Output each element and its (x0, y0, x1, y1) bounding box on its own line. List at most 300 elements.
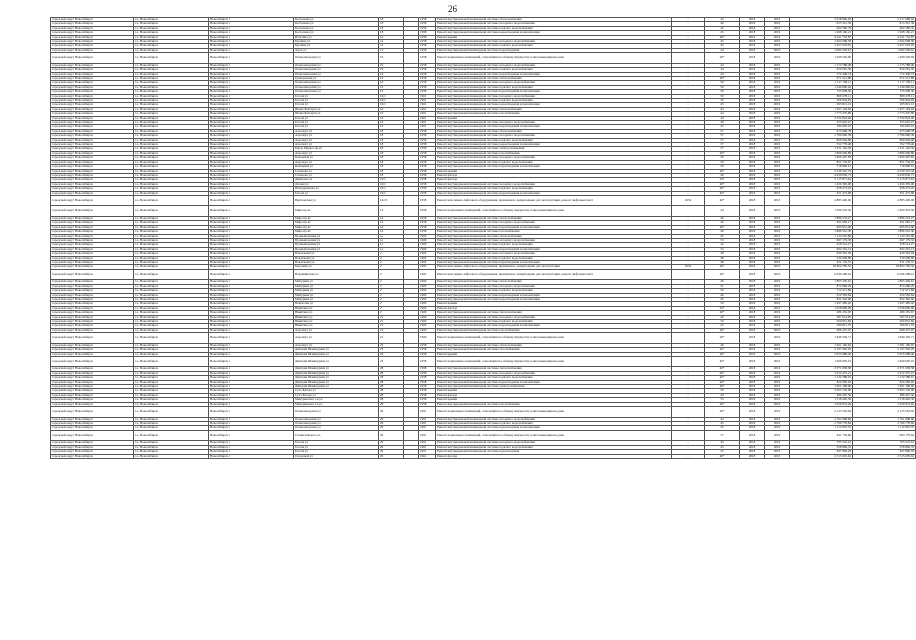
cell-cost: 1 062 698,58 (790, 40, 853, 44)
cell-set: г.о. Новосибирск (134, 247, 209, 251)
cell-from: 2018 (740, 328, 765, 332)
cell-city: Новосибирск г (209, 31, 294, 35)
cell-work: Ремонт внутридомовой инженерной системы газоснабжения (436, 402, 672, 406)
cell-set: г.о. Новосибирск (134, 22, 209, 26)
cell-cost: 1 297 485,42 (790, 302, 853, 306)
cell-city: Новосибирск г (209, 35, 294, 39)
cell-house: 23 (379, 356, 404, 367)
cell-work: Ремонт внутридомовой инженерной системы теплоснабжения (436, 107, 672, 111)
cell-mun: городской округ Новосибирск (51, 302, 134, 306)
cell-to: 2019 (765, 367, 790, 371)
cell-dash: - (672, 26, 705, 30)
cell-city: Новосибирск г (209, 206, 294, 217)
cell-set: г.о. Новосибирск (134, 348, 209, 352)
cell-house: 2 (379, 302, 404, 306)
cell-work: Ремонт внутридомовой инженерной системы водоотведения и канализации (436, 31, 672, 35)
cell-mun: городской округ Новосибирск (51, 81, 134, 85)
cell-work: Ремонт внутридомовой инженерной системы холодного водоснабжения (436, 63, 672, 67)
cell-house: 2 (379, 311, 404, 315)
cell-city: Новосибирск г (209, 280, 294, 284)
cell-cost: 662 580,76 (790, 26, 853, 30)
cell-from: 2018 (740, 385, 765, 389)
cell-from: 2018 (740, 302, 765, 306)
cell-mun: городской округ Новосибирск (51, 68, 134, 72)
cell-to: 2019 (765, 151, 790, 155)
cell-dash: - (672, 356, 705, 367)
cell-work: Ремонт или замена лифтового оборудования, признанного непригодным для эксплуатации, ремонт лифтовых шахт (436, 195, 672, 206)
cell-to: 2019 (765, 348, 790, 352)
cell-mun: городской округ Новосибирск (51, 18, 134, 22)
cell-to: 2019 (765, 22, 790, 26)
cell-year: 1960 (419, 315, 436, 319)
cell-city: Новосибирск г (209, 138, 294, 142)
cell-to: 2019 (765, 165, 790, 169)
cell-work: Ремонт внутридомовой инженерной системы горячего водоснабжения (436, 256, 672, 260)
cell-year: 1962 (419, 252, 436, 256)
cell-dash: - (672, 284, 705, 288)
cell-from: 2018 (740, 230, 765, 234)
cell-set: г.о. Новосибирск (134, 385, 209, 389)
cell-year: 1961 (419, 441, 436, 445)
cell-year: 1958 (419, 160, 436, 164)
cell-total: 18 864 785,56 (853, 265, 916, 269)
cell-set: г.о. Новосибирск (134, 417, 209, 421)
cell-street: Мичурина ул (294, 284, 379, 288)
cell-from: 2018 (740, 53, 765, 64)
cell-cost: 1 456 395,00 (790, 182, 853, 186)
cell-cost: 725 009,36 (790, 90, 853, 94)
cell-mun: городской округ Новосибирск (51, 40, 134, 44)
cell-to: 2019 (765, 247, 790, 251)
cell-dash: - (672, 389, 705, 393)
cell-set: г.о. Новосибирск (134, 265, 209, 269)
cell-dash: - (672, 173, 705, 177)
cell-from: 2018 (740, 206, 765, 217)
cell-total: 1 865 436,61 (853, 280, 916, 284)
cell-year: 1960 (419, 324, 436, 328)
cell-dash: - (672, 116, 705, 120)
cell-set: г.о. Новосибирск (134, 160, 209, 164)
cell-house: 14/13 (379, 195, 404, 206)
cell-cost: 184 695,16 (790, 125, 853, 129)
cell-dash: - (672, 261, 705, 265)
cell-len: 57 (705, 143, 740, 147)
cell-set: г.о. Новосибирск (134, 63, 209, 67)
cell-cost: 4 885 400,00 (790, 195, 853, 206)
cell-cost: 506 944,65 (790, 99, 853, 103)
cell-mun: городской округ Новосибирск (51, 328, 134, 332)
cell-total: 809 994,68 (853, 138, 916, 142)
cell-to: 2019 (765, 173, 790, 177)
cell-mun: городской округ Новосибирск (51, 103, 134, 107)
cell-house: 18 (379, 147, 404, 151)
cell-dash: - (672, 112, 705, 116)
cell-mun: городской округ Новосибирск (51, 221, 134, 225)
cell-house: 29 (379, 407, 404, 418)
cell-work: Ремонт внутридомовой инженерной системы горячего водоснабжения (436, 138, 672, 142)
cell-house: 2 (379, 289, 404, 293)
cell-set: г.о. Новосибирск (134, 165, 209, 169)
cell-house: 19/1 (379, 191, 404, 195)
cell-mun: городской округ Новосибирск (51, 143, 134, 147)
cell-total: 1 297 485,42 (853, 302, 916, 306)
cell-len: 50 (705, 165, 740, 169)
cell-street: Городской ул (294, 454, 379, 458)
cell-mun: городской округ Новосибирск (51, 138, 134, 142)
cell-mun: городской округ Новосибирск (51, 160, 134, 164)
cell-work: Ремонт внутридомовой инженерной системы теплоснабжения (436, 18, 672, 22)
cell-city: Новосибирск г (209, 324, 294, 328)
cell-city: Новосибирск г (209, 319, 294, 323)
cell-from: 2018 (740, 94, 765, 98)
cell-mun: городской округ Новосибирск (51, 63, 134, 67)
cell-mun: городской округ Новосибирск (51, 421, 134, 425)
cell-to: 2019 (765, 221, 790, 225)
cell-street: Шоша Бахтауов ул (294, 107, 379, 111)
cell-total: 2 239 525,76 (853, 169, 916, 173)
cell-street: Королёва ул (294, 265, 379, 269)
cell-year: 1958 (419, 187, 436, 191)
cell-street: Вокзальная ул (294, 256, 379, 260)
cell-dash: - (672, 328, 705, 332)
cell-year: 1961 (419, 426, 436, 430)
cell-mun: городской округ Новосибирск (51, 48, 134, 52)
cell-len: 50 (705, 156, 740, 160)
cell-house: 18 (379, 151, 404, 155)
cell-dash: - (672, 40, 705, 44)
cell-street: Мичуринская 1-я ул (294, 402, 379, 406)
cell-set: г.о. Новосибирск (134, 40, 209, 44)
cell-street: Гражданская ул (294, 76, 379, 80)
cell-set: г.о. Новосибирск (134, 225, 209, 229)
cell-len: 48 (705, 256, 740, 260)
cell-total: 852 362,60 (853, 297, 916, 301)
cell-total: 1 849 336,71 (853, 333, 916, 344)
cell-cost: 705 523,61 (790, 441, 853, 445)
cell-year: 1961 (419, 125, 436, 129)
cell-work: Ремонт внутридомовой инженерной системы водоотведения и канализации (436, 125, 672, 129)
cell-city: Новосибирск г (209, 225, 294, 229)
cell-city: Новосибирск г (209, 160, 294, 164)
cell-street: Гоголя ул (294, 191, 379, 195)
cell-to: 2019 (765, 81, 790, 85)
cell-work: Ремонт внутридомовой инженерной системы холодного водоснабжения (436, 40, 672, 44)
cell-set: г.о. Новосибирск (134, 302, 209, 306)
cell-work: Ремонт внутридомовой инженерной системы холодного водоснабжения (436, 221, 672, 225)
cell-to: 2019 (765, 53, 790, 64)
cell-mun: городской округ Новосибирск (51, 31, 134, 35)
cell-lit (404, 356, 419, 367)
cell-house: 14 (379, 40, 404, 44)
cell-work: Ремонт внутридомовой инженерной системы теплоснабжения (436, 76, 672, 80)
cell-house: 29 (379, 454, 404, 458)
cell-len: 40* (705, 311, 740, 315)
cell-dash: - (672, 306, 705, 310)
cell-year: 1958 (419, 216, 436, 220)
cell-set: г.о. Новосибирск (134, 311, 209, 315)
cell-house: 28 (379, 389, 404, 393)
cell-city: Новосибирск г (209, 306, 294, 310)
cell-street: Аэропорт ул (294, 134, 379, 138)
cell-len: 45 (705, 44, 740, 48)
cell-dash: - (672, 165, 705, 169)
cell-work: Ремонт внутридомовой инженерной системы холодного водоснабжения (436, 252, 672, 256)
cell-mun: городской округ Новосибирск (51, 195, 134, 206)
cell-city: Новосибирск г (209, 72, 294, 76)
cell-total: 1 112 825,76 (853, 426, 916, 430)
cell-work: Ремонт внутридомовой инженерной системы водоотведения (436, 48, 672, 52)
cell-city: Новосибирск г (209, 454, 294, 458)
cell-year: 1960 (419, 234, 436, 238)
cell-year: 1961 (419, 450, 436, 454)
cell-year: 1961 (419, 94, 436, 98)
cell-mun: городской округ Новосибирск (51, 407, 134, 418)
cell-year: 1960 (419, 247, 436, 251)
cell-len: 50 (705, 94, 740, 98)
cell-house: 28 (379, 367, 404, 371)
cell-len: 44 (705, 206, 740, 217)
cell-to: 2019 (765, 280, 790, 284)
cell-dash: - (672, 48, 705, 52)
cell-cost: 718 990,61 (790, 165, 853, 169)
cell-city: Новосибирск г (209, 169, 294, 173)
cell-work: Ремонт внутридомовой инженерной системы водоотведения и канализации (436, 225, 672, 229)
cell-house: 21 (379, 328, 404, 332)
cell-city: Новосибирск г (209, 40, 294, 44)
cell-len: 50 (705, 85, 740, 89)
cell-house: 2 (379, 261, 404, 265)
cell-from: 2018 (740, 371, 765, 375)
cell-set: г.о. Новосибирск (134, 293, 209, 297)
cell-total: 5 417 688,02 (853, 18, 916, 22)
cell-dash: - (672, 191, 705, 195)
cell-mun: городской округ Новосибирск (51, 426, 134, 430)
cell-to: 2019 (765, 134, 790, 138)
cell-len: 40* (705, 53, 740, 64)
cell-set: г.о. Новосибирск (134, 261, 209, 265)
cell-work: Ремонт внутридомовой инженерной системы теплоснабжения (436, 311, 672, 315)
cell-set: г.о. Новосибирск (134, 138, 209, 142)
cell-street: Костычева ул (294, 22, 379, 26)
cell-house: 16 (379, 85, 404, 89)
cell-work: Ремонт внутридомовой инженерной системы водоотведения (436, 450, 672, 454)
cell-from: 2018 (740, 103, 765, 107)
cell-total: 1 518 402,39 (853, 398, 916, 402)
cell-dash: - (672, 216, 705, 220)
cell-total: 658 273,45 (853, 187, 916, 191)
cell-len: 42 (705, 417, 740, 421)
cell-mun: городской округ Новосибирск (51, 85, 134, 89)
cell-work: Ремонт фасада (436, 393, 672, 397)
cell-cost: 587 014,95 (790, 315, 853, 319)
cell-to: 2019 (765, 252, 790, 256)
cell-street: Дмитрия Шамшурина ул (294, 371, 379, 375)
cell-dash: - (672, 371, 705, 375)
cell-dash: - (672, 319, 705, 323)
cell-len: 42 (705, 243, 740, 247)
cell-mun: городской округ Новосибирск (51, 293, 134, 297)
cell-set: г.о. Новосибирск (134, 195, 209, 206)
cell-to: 2019 (765, 371, 790, 375)
cell-city: Новосибирск г (209, 261, 294, 265)
cell-city: Новосибирск г (209, 156, 294, 160)
cell-from: 2018 (740, 289, 765, 293)
cell-work: Ремонт внутридомовой инженерной системы водоотведения и канализации (436, 426, 672, 430)
cell-set: г.о. Новосибирск (134, 76, 209, 80)
cell-street: Дмитрия Шамшурина ул (294, 356, 379, 367)
cell-from: 2019 (740, 352, 765, 356)
table-row (51, 333, 916, 344)
cell-len: 45 (705, 445, 740, 449)
cell-street: Сеченова ул (294, 169, 379, 173)
cell-from: 2018 (740, 450, 765, 454)
cell-cost: 697 179,33 (790, 238, 853, 242)
cell-len: 40* (705, 151, 740, 155)
cell-cost: 4 241 752,87 (790, 35, 853, 39)
cell-to: 2019 (765, 311, 790, 315)
cell-house: 16 (379, 121, 404, 125)
cell-cost: 1 886 233,27 (790, 216, 853, 220)
cell-mun: городской округ Новосибирск (51, 22, 134, 26)
cell-work: Ремонт подвальных помещений, относящихся к общему имуществу в многоквартирном доме (436, 333, 672, 344)
cell-set: г.о. Новосибирск (134, 398, 209, 402)
cell-city: Новосибирск г (209, 44, 294, 48)
cell-len: 53 (705, 247, 740, 251)
cell-year: 1961 (419, 99, 436, 103)
cell-mun: городской округ Новосибирск (51, 99, 134, 103)
cell-from: 2018 (740, 76, 765, 80)
cell-total: 1 659 974,04 (853, 402, 916, 406)
cell-street: Костычева ул (294, 18, 379, 22)
cell-total: 1 207 194,94 (853, 107, 916, 111)
cell-cost: 5 115 871,64 (790, 178, 853, 182)
cell-total: 2 571 658,58 (853, 367, 916, 371)
cell-work: Ремонт подвальных помещений, относящихся к общему имуществу в многоквартирном доме (436, 356, 672, 367)
cell-lit (404, 206, 419, 217)
cell-city: Новосибирск г (209, 238, 294, 242)
cell-from: 2018 (740, 134, 765, 138)
cell-work: Ремонт внутридомовой инженерной системы горячего водоснабжения (436, 99, 672, 103)
cell-len: 48 (705, 261, 740, 265)
cell-total: 651 473,68 (853, 191, 916, 195)
cell-len: 40* (705, 356, 740, 367)
cell-len: 40* (705, 76, 740, 80)
cell-work: Ремонт внутридомовой инженерной системы газоснабжения (436, 230, 672, 234)
cell-set: г.о. Новосибирск (134, 206, 209, 217)
cell-from: 2018 (740, 40, 765, 44)
cell-mun: городской округ Новосибирск (51, 169, 134, 173)
cell-from: 2018 (740, 389, 765, 393)
cell-dash: - (672, 63, 705, 67)
cell-to: 2019 (765, 328, 790, 332)
cell-total: 355 625,27 (853, 121, 916, 125)
cell-street: Промышленная ул (294, 243, 379, 247)
cell-dash: - (672, 225, 705, 229)
cell-street: Оловозаводская ул (294, 63, 379, 67)
cell-mun: городской округ Новосибирск (51, 216, 134, 220)
cell-city: Новосибирск г (209, 53, 294, 64)
cell-from: 2018 (740, 85, 765, 89)
cell-len: 45 (705, 40, 740, 44)
cell-work: Ремонт внутридомовой инженерной системы водоотведения и канализации (436, 90, 672, 94)
cell-street: Некрасова ул (294, 302, 379, 306)
cell-set: г.о. Новосибирск (134, 319, 209, 323)
cell-total: 1 669 020,19 (853, 356, 916, 367)
cell-total: 2 769 778,84 (853, 421, 916, 425)
cell-house: 29 (379, 426, 404, 430)
cell-cost: 2 125 563,94 (790, 407, 853, 418)
cell-cost: 1 518 402,39 (790, 398, 853, 402)
cell-cost: 641 759,66 (790, 430, 853, 441)
cell-set: г.о. Новосибирск (134, 18, 209, 22)
cell-street: Промышленная ул (294, 247, 379, 251)
cell-total: 1 806 606,80 (853, 151, 916, 155)
cell-cost: 1 268 160,21 (790, 31, 853, 35)
cell-total: 1 886 561,30 (853, 230, 916, 234)
cell-mun: городской округ Новосибирск (51, 402, 134, 406)
cell-work: Ремонт внутридомовой инженерной системы водоотведения и канализации (436, 103, 672, 107)
cell-cost: 1 806 606,80 (790, 151, 853, 155)
cell-cost: 534 609,89 (790, 256, 853, 260)
cell-total: 486 467,50 (853, 393, 916, 397)
cell-house: 28 (379, 376, 404, 380)
cell-dash: - (672, 376, 705, 380)
cell-mun: городской округ Новосибирск (51, 191, 134, 195)
cell-len: 40 (705, 121, 740, 125)
cell-work: Ремонт внутридомовой инженерной системы водоотведения и канализации (436, 72, 672, 76)
cell-dash: - (672, 289, 705, 293)
cell-from: 2018 (740, 265, 765, 269)
cell-set: г.о. Новосибирск (134, 178, 209, 182)
cell-total: 662 580,76 (853, 26, 916, 30)
cell-dash: - (672, 107, 705, 111)
cell-house: 2 (379, 284, 404, 288)
cell-to: 2019 (765, 48, 790, 52)
cell-year: 1958 (419, 147, 436, 151)
cell-house: 19 (379, 68, 404, 72)
cell-work: Ремонт внутридомовой инженерной системы холодного водоснабжения (436, 94, 672, 98)
cell-dash: - (672, 297, 705, 301)
cell-street: Дмитрова ул (294, 178, 379, 182)
page-number: 26 (448, 4, 457, 14)
cell-total: 1 251 162,59 (853, 147, 916, 151)
cell-dash: - (672, 18, 705, 22)
cell-set: г.о. Новосибирск (134, 421, 209, 425)
cell-city: Новосибирск г (209, 356, 294, 367)
cell-cost: 697 866,03 (790, 450, 853, 454)
cell-total: 4 639 836,71 (853, 173, 916, 177)
cell-to: 2019 (765, 454, 790, 458)
cell-set: г.о. Новосибирск (134, 371, 209, 375)
cell-len: 40* (705, 269, 740, 280)
cell-total: 813 312,39 (853, 22, 916, 26)
cell-cost: 1 561 160,65 (790, 343, 853, 347)
cell-set: г.о. Новосибирск (134, 333, 209, 344)
cell-to: 2019 (765, 94, 790, 98)
cell-from: 2018 (740, 44, 765, 48)
cell-work: Ремонт крыши (436, 398, 672, 402)
cell-street: Дмитрия Шамшурина ул (294, 376, 379, 380)
cell-year: 1958 (419, 195, 436, 206)
cell-mun: городской округ Новосибирск (51, 121, 134, 125)
cell-to: 2019 (765, 261, 790, 265)
cell-total: 630 391,04 (853, 252, 916, 256)
cell-cost: 813 312,39 (790, 22, 853, 26)
cell-total: 725 009,36 (853, 90, 916, 94)
cell-mun: городской округ Новосибирск (51, 417, 134, 421)
cell-street: Дмитрия Шамшурина ул (294, 367, 379, 371)
cell-cost: 651 473,68 (790, 191, 853, 195)
